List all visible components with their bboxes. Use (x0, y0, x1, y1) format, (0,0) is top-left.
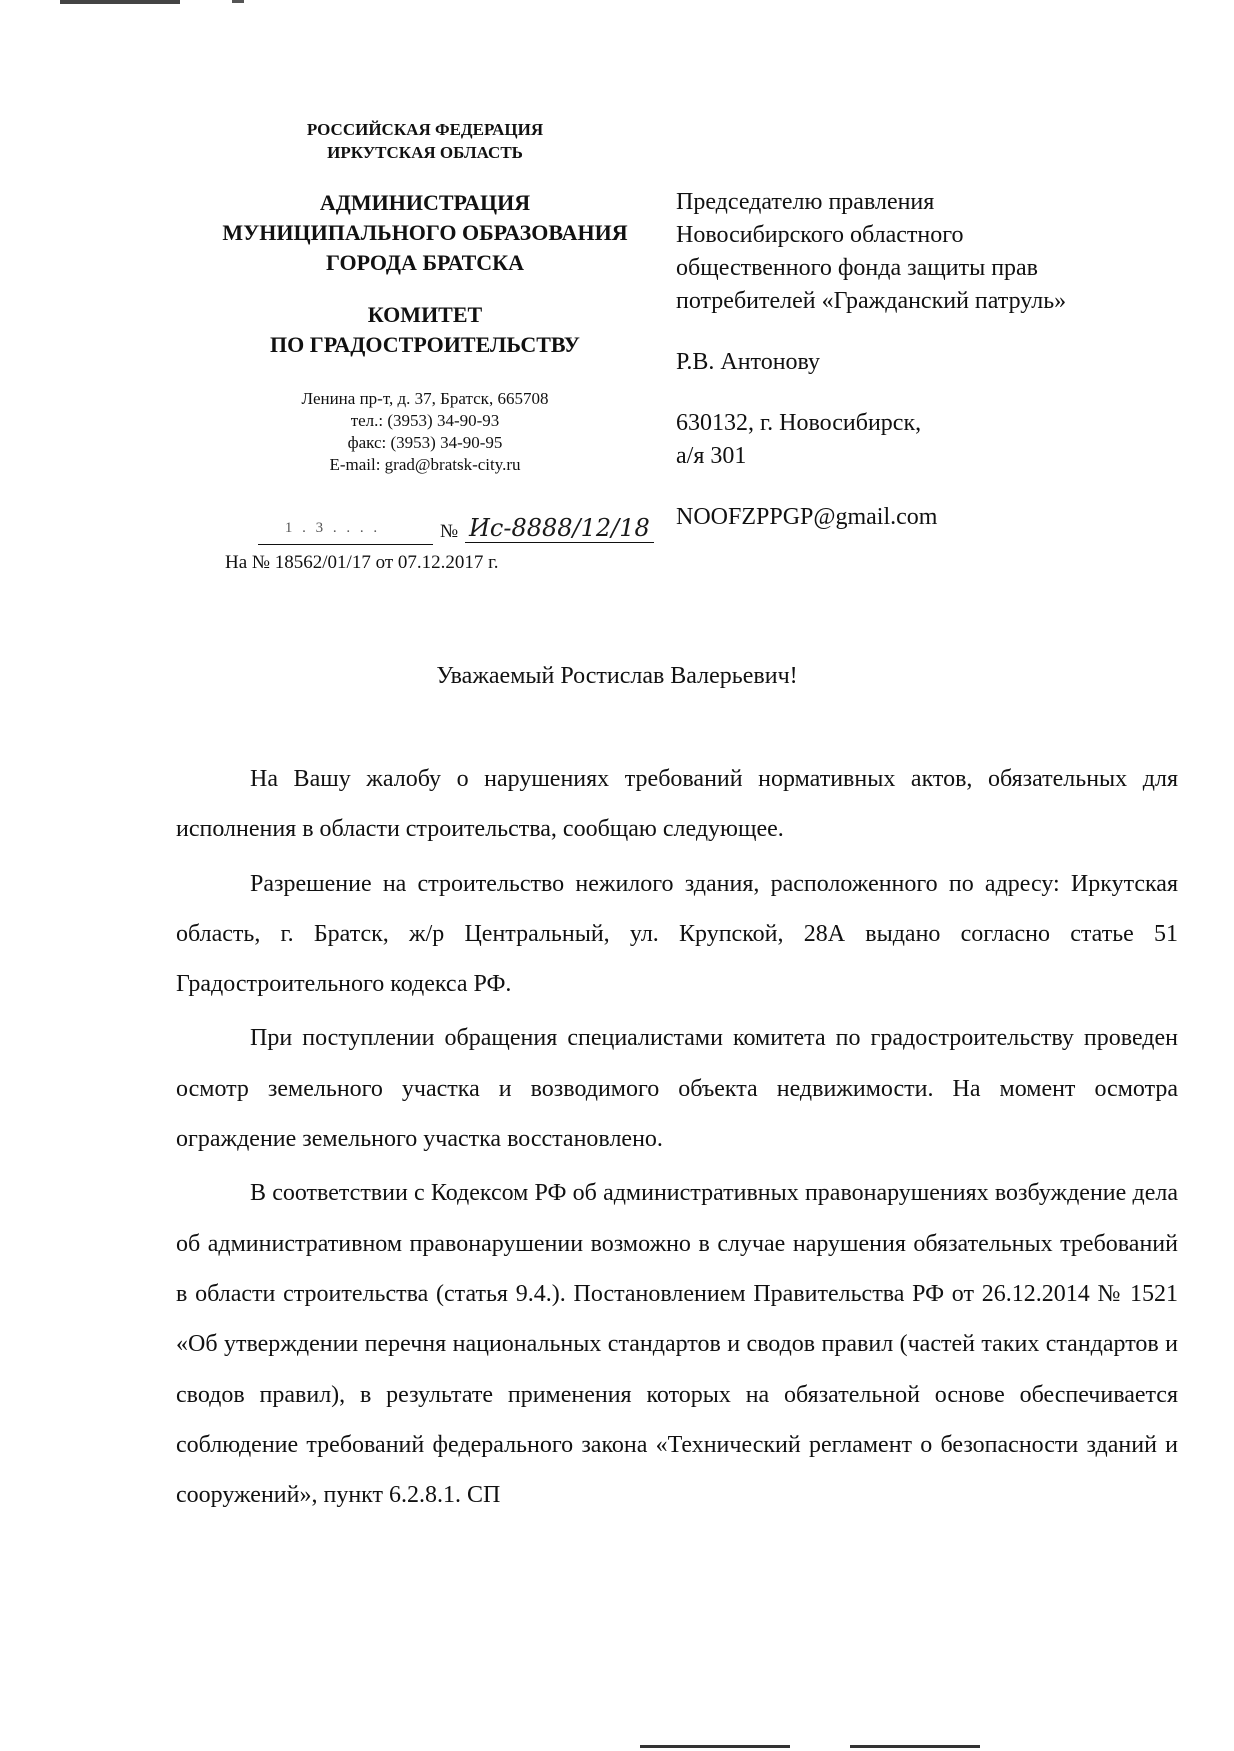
letterhead-fax: факс: (3953) 34-90-95 (347, 433, 503, 452)
letterhead-phone: тел.: (3953) 34-90-93 (350, 411, 500, 430)
letterhead-admin-line2: МУНИЦИПАЛЬНОГО ОБРАЗОВАНИЯ (222, 220, 628, 245)
addressee-line2: Новосибирского областного (676, 222, 964, 248)
paragraph: В соответствии с Кодексом РФ об административных правонарушениях возбуждение дела об административном правонарушении возможно в случае нарушения обязательных требований в области строительства (статья 9.4.). Постановлением Правительства РФ от 26.12.2014 № 1521 «Об утверждении перечня национальных стандартов и сводов правил (частей таких стандартов и сводов правил), в результате применения которых на обязательной основе обеспечивается соблюдение требований федерального закона «Технический регламент о безопасности зданий и сооружений», пункт 6.2.8.1. СП (176, 1180, 1178, 1509)
addressee-block (676, 186, 1196, 534)
addressee-name: Р.В. Антонову (676, 349, 821, 375)
registration-reference: На № 18562/01/17 от 07.12.2017 г. (225, 552, 499, 573)
paragraph: На Вашу жалобу о нарушениях требований нормативных актов, обязательных для исполнения в области строительства, сообщаю следующее. (176, 766, 1178, 843)
letterhead-region: ИРКУТСКАЯ ОБЛАСТЬ (327, 143, 523, 162)
letterhead-committee-line2: ПО ГРАДОСТРОИТЕЛЬСТВУ (270, 332, 580, 357)
addressee-postal-line2: а/я 301 (676, 443, 747, 469)
registration-date: 1 . 3 . . . . (284, 520, 381, 536)
addressee-line1: Председателю правления (676, 189, 935, 215)
registration-num-sign: № (440, 521, 459, 542)
scan-artifact (232, 0, 244, 3)
letterhead (180, 118, 670, 476)
addressee-postal-line1: 630132, г. Новосибирск, (676, 410, 922, 436)
letterhead-admin-line3: ГОРОДА БРАТСКА (326, 250, 524, 275)
greeting: Уважаемый Ростислав Валерьевич! (436, 663, 798, 689)
addressee-line3: общественного фонда защиты прав (676, 255, 1039, 281)
paragraph: При поступлении обращения специалистами комитета по градостроительству проведен осмотр земельного участка и возводимого объекта недвижимости. На момент осмотра ограждение земельного участка восстановлено. (176, 1025, 1178, 1153)
letterhead-committee-line1: КОМИТЕТ (367, 302, 483, 327)
scan-artifact (640, 1745, 790, 1748)
letterhead-email: E-mail: grad@bratsk-city.ru (329, 455, 521, 474)
addressee-line4: потребителей «Гражданский патруль» (676, 288, 1067, 314)
addressee-email: NOOFZPPGP@gmail.com (676, 504, 938, 530)
letterhead-address: Ленина пр-т, д. 37, Братск, 665708 (301, 389, 549, 408)
registration-date-underline (258, 544, 433, 545)
scan-artifact (850, 1745, 980, 1748)
paragraph: Разрешение на строительство нежилого здания, расположенного по адресу: Иркутская область, г. Братск, ж/р Центральный, ул. Крупской, 28А выдано согласно статье 51 Градостроительного кодекса РФ. (176, 870, 1178, 998)
letter-body (176, 754, 1178, 1524)
letterhead-admin-line1: АДМИНИСТРАЦИЯ (319, 190, 531, 215)
registration-number: Ис-8888/12/18 (465, 514, 654, 543)
scan-artifact (60, 0, 180, 4)
registration-line (240, 514, 650, 548)
letterhead-country: РОССИЙСКАЯ ФЕДЕРАЦИЯ (306, 120, 544, 139)
